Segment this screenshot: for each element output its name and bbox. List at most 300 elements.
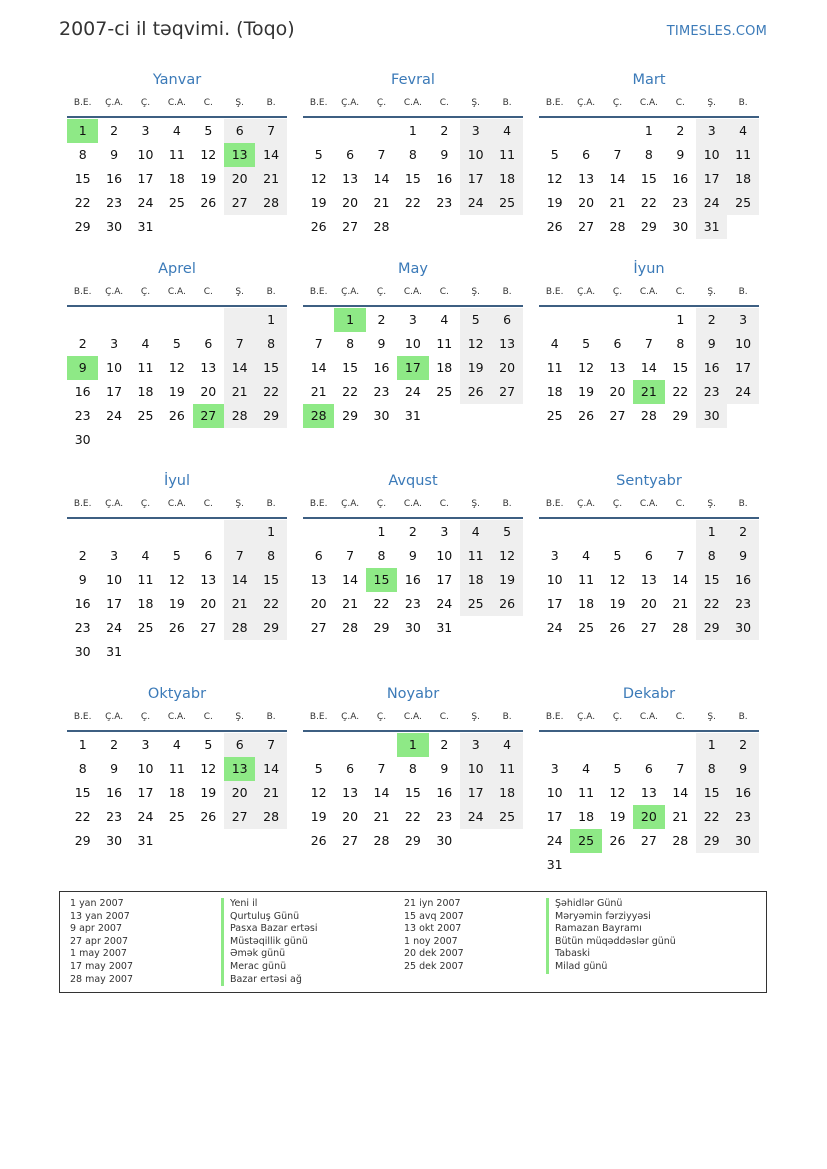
calendar-day: 22	[74, 195, 91, 210]
calendar-day: 1	[377, 524, 386, 539]
header-rule	[67, 305, 287, 307]
calendar-day: 18	[578, 809, 595, 824]
calendar-day: 5	[172, 548, 181, 563]
header-rule	[539, 116, 759, 118]
calendar-day: 30	[436, 833, 453, 848]
calendar-day: 28	[342, 620, 359, 635]
weekday-label: B.	[266, 499, 276, 509]
calendar-day: 26	[609, 620, 626, 635]
calendar-day: 5	[613, 548, 622, 563]
calendar-day: 3	[550, 761, 559, 776]
calendar-day: 19	[168, 384, 185, 399]
calendar-day: 25	[168, 195, 185, 210]
holiday-day: 20	[633, 805, 664, 829]
calendar-day: 24	[404, 384, 421, 399]
calendar-day: 4	[727, 119, 758, 143]
weekday-label: Ç.A.	[577, 499, 596, 509]
calendar-day: 9	[110, 147, 119, 162]
weekday-label: C.A.	[403, 499, 422, 509]
calendar-day: 10	[546, 572, 563, 587]
weekday-label: C.	[203, 287, 213, 297]
calendar-day: 29	[696, 616, 727, 640]
calendar-day: 16	[727, 781, 758, 805]
calendar-day: 8	[408, 761, 417, 776]
calendar-day: 11	[491, 143, 522, 167]
weekday-label: Ç.A.	[577, 98, 596, 108]
weekday-label: C.A.	[167, 499, 186, 509]
calendar-day: 13	[342, 171, 359, 186]
calendar-day: 29	[404, 833, 421, 848]
calendar-day: 15	[74, 171, 91, 186]
calendar-day: 26	[578, 408, 595, 423]
calendar-day: 3	[460, 733, 491, 757]
calendar-day: 4	[141, 548, 150, 563]
calendar-day: 1	[78, 737, 87, 752]
site-brand-link[interactable]: TIMESLES.COM	[666, 24, 767, 39]
legend-entry: 9 apr 2007	[70, 923, 123, 935]
weekday-label: Ç.A.	[577, 712, 596, 722]
calendar-day: 22	[255, 380, 286, 404]
weekday-label: C.A.	[639, 98, 658, 108]
calendar-day: 2	[440, 737, 449, 752]
calendar-day: 27	[200, 620, 217, 635]
calendar-day: 7	[676, 548, 685, 563]
calendar-day: 14	[640, 360, 657, 375]
holiday-day: 17	[397, 356, 428, 380]
calendar-day: 20	[200, 596, 217, 611]
calendar-day: 17	[137, 785, 154, 800]
calendar-day: 10	[106, 572, 123, 587]
calendar-day: 7	[377, 761, 386, 776]
calendar-day: 28	[224, 616, 255, 640]
month-name: May	[398, 261, 428, 277]
weekday-label: C.	[439, 499, 449, 509]
weekday-label: C.A.	[167, 98, 186, 108]
calendar-day: 9	[110, 761, 119, 776]
calendar-day: 4	[491, 733, 522, 757]
calendar-day: 23	[74, 408, 91, 423]
calendar-day: 2	[110, 737, 119, 752]
calendar-day: 1	[255, 308, 286, 332]
calendar-day: 18	[460, 568, 491, 592]
weekday-label: B.	[502, 499, 512, 509]
calendar-day: 21	[224, 592, 255, 616]
legend-entry: Əmək günü	[221, 948, 318, 961]
calendar-day: 9	[440, 761, 449, 776]
legend-entry: 21 iyn 2007	[404, 898, 461, 909]
legend-entry: Bütün müqəddəslər günü	[546, 936, 676, 949]
header-rule	[67, 517, 287, 519]
calendar-day: 18	[137, 596, 154, 611]
calendar-day: 2	[727, 520, 758, 544]
calendar-day: 17	[727, 356, 758, 380]
calendar-day: 29	[672, 408, 689, 423]
calendar-day: 6	[644, 548, 653, 563]
calendar-day: 30	[74, 644, 91, 659]
weekday-label: B.	[738, 98, 748, 108]
calendar-day: 26	[460, 380, 491, 404]
calendar-day: 23	[404, 596, 421, 611]
calendar-day: 30	[672, 219, 689, 234]
calendar-day: 18	[727, 167, 758, 191]
calendar-day: 6	[224, 733, 255, 757]
month-name: İyun	[633, 261, 665, 277]
calendar-day: 17	[106, 596, 123, 611]
calendar-day: 13	[200, 572, 217, 587]
calendar-day: 15	[255, 356, 286, 380]
calendar-day: 31	[404, 408, 421, 423]
weekday-label: C.	[675, 287, 685, 297]
month-name: Sentyabr	[616, 473, 682, 489]
legend-names-col-2	[546, 898, 676, 974]
calendar-day: 7	[377, 147, 386, 162]
calendar-day: 28	[255, 805, 286, 829]
calendar-day: 21	[373, 195, 390, 210]
calendar-day: 21	[672, 596, 689, 611]
calendar-day: 22	[342, 384, 359, 399]
calendar-day: 5	[204, 123, 213, 138]
calendar-day: 24	[546, 833, 563, 848]
calendar-day: 21	[255, 167, 286, 191]
calendar-day: 24	[106, 620, 123, 635]
calendar-day: 12	[310, 171, 327, 186]
calendar-day: 25	[137, 408, 154, 423]
weekday-label: Ş.	[235, 98, 244, 108]
calendar-day: 15	[404, 171, 421, 186]
calendar-day: 20	[224, 781, 255, 805]
calendar-day: 13	[310, 572, 327, 587]
calendar-day: 4	[440, 312, 449, 327]
legend-dates-col-1	[70, 898, 133, 986]
calendar-day: 26	[310, 833, 327, 848]
calendar-day: 24	[137, 809, 154, 824]
calendar-day: 17	[460, 781, 491, 805]
calendar-day: 27	[578, 219, 595, 234]
calendar-day: 14	[310, 360, 327, 375]
weekday-label: B.	[502, 287, 512, 297]
calendar-day: 1	[644, 123, 653, 138]
weekday-label: Ş.	[471, 499, 480, 509]
calendar-day: 19	[168, 596, 185, 611]
holiday-day: 15	[366, 568, 397, 592]
holiday-day: 25	[570, 829, 601, 853]
calendar-day: 9	[408, 548, 417, 563]
holiday-day: 1	[67, 119, 98, 143]
calendar-day: 1	[255, 520, 286, 544]
calendar-day: 24	[106, 408, 123, 423]
calendar-day: 24	[727, 380, 758, 404]
weekday-label: C.	[203, 712, 213, 722]
holiday-day: 13	[224, 143, 255, 167]
calendar-day: 3	[460, 119, 491, 143]
weekend-shade	[224, 308, 255, 332]
calendar-day: 6	[491, 308, 522, 332]
holiday-legend	[59, 891, 767, 993]
legend-entry: Bazar ertəsi ağ	[221, 974, 318, 987]
legend-entry: Şəhidlər Günü	[546, 898, 676, 911]
calendar-day: 17	[137, 171, 154, 186]
legend-entry: 13 yan 2007	[70, 910, 130, 922]
calendar-day: 30	[74, 432, 91, 447]
weekday-label: Ç.	[612, 499, 623, 509]
weekday-label: B.E.	[309, 98, 328, 108]
calendar-day: 5	[460, 308, 491, 332]
calendar-day: 21	[373, 809, 390, 824]
calendar-day: 4	[582, 761, 591, 776]
calendar-day: 7	[314, 336, 323, 351]
calendar-day: 26	[609, 833, 626, 848]
calendar-day: 23	[727, 592, 758, 616]
weekday-label: C.A.	[639, 499, 658, 509]
calendar-day: 13	[640, 785, 657, 800]
calendar-day: 14	[373, 171, 390, 186]
calendar-day: 9	[377, 336, 386, 351]
header-rule	[539, 305, 759, 307]
calendar-day: 30	[727, 829, 758, 853]
calendar-day: 13	[578, 171, 595, 186]
calendar-day: 14	[342, 572, 359, 587]
calendar-day: 25	[578, 620, 595, 635]
weekday-label: B.	[738, 499, 748, 509]
calendar-day: 24	[696, 191, 727, 215]
calendar-day: 18	[137, 384, 154, 399]
calendar-day: 21	[310, 384, 327, 399]
calendar-day: 8	[78, 761, 87, 776]
calendar-day: 14	[672, 572, 689, 587]
calendar-day: 31	[696, 215, 727, 239]
holiday-day: 28	[303, 404, 334, 428]
calendar-day: 24	[460, 805, 491, 829]
calendar-day: 5	[204, 737, 213, 752]
calendar-day: 29	[696, 829, 727, 853]
legend-entry: 20 dek 2007	[404, 948, 464, 960]
legend-entry: Milad günü	[546, 961, 676, 974]
calendar-day: 19	[460, 356, 491, 380]
calendar-day: 25	[137, 620, 154, 635]
weekday-label: C.	[675, 712, 685, 722]
calendar-day: 15	[404, 785, 421, 800]
weekday-label: Ş.	[235, 287, 244, 297]
legend-entry: Qurtuluş Günü	[221, 911, 318, 924]
calendar-day: 28	[640, 408, 657, 423]
calendar-day: 26	[546, 219, 563, 234]
calendar-day: 16	[74, 384, 91, 399]
calendar-day: 3	[110, 336, 119, 351]
header-rule	[67, 116, 287, 118]
calendar-day: 10	[696, 143, 727, 167]
calendar-day: 20	[200, 384, 217, 399]
calendar-day: 31	[106, 644, 123, 659]
month-name: Dekabr	[622, 686, 676, 702]
weekday-label: Ş.	[707, 712, 716, 722]
calendar-day: 25	[436, 384, 453, 399]
weekday-label: Ş.	[707, 98, 716, 108]
calendar-day: 29	[255, 404, 286, 428]
calendar-day: 24	[546, 620, 563, 635]
calendar-day: 22	[404, 195, 421, 210]
calendar-day: 9	[440, 147, 449, 162]
weekday-label: B.E.	[545, 499, 564, 509]
calendar-day: 11	[137, 572, 154, 587]
calendar-day: 8	[696, 757, 727, 781]
calendar-day: 19	[491, 568, 522, 592]
weekday-label: C.	[439, 98, 449, 108]
calendar-day: 4	[550, 336, 559, 351]
calendar-day: 19	[200, 785, 217, 800]
calendar-day: 2	[377, 312, 386, 327]
weekday-label: Ç.A.	[341, 98, 360, 108]
weekend-shade	[224, 520, 255, 544]
calendar-day: 24	[137, 195, 154, 210]
calendar-day: 20	[609, 384, 626, 399]
calendar-day: 29	[255, 616, 286, 640]
calendar-day: 22	[696, 592, 727, 616]
calendar-day: 23	[74, 620, 91, 635]
calendar-day: 29	[342, 408, 359, 423]
weekday-label: Ş.	[235, 499, 244, 509]
calendar-day: 27	[342, 833, 359, 848]
calendar-day: 14	[255, 757, 286, 781]
calendar-day: 13	[609, 360, 626, 375]
calendar-day: 3	[141, 123, 150, 138]
calendar-day: 15	[696, 568, 727, 592]
weekday-label: C.	[203, 98, 213, 108]
calendar-day: 12	[168, 572, 185, 587]
weekday-label: B.E.	[73, 287, 92, 297]
calendar-day: 18	[546, 384, 563, 399]
month-name: Avqust	[388, 473, 438, 489]
calendar-day: 30	[106, 219, 123, 234]
month-name: Fevral	[391, 72, 435, 88]
header-rule	[303, 116, 523, 118]
calendar-day: 10	[460, 757, 491, 781]
weekday-label: B.	[266, 287, 276, 297]
calendar-day: 23	[106, 195, 123, 210]
weekday-label: Ç.	[612, 98, 623, 108]
calendar-day: 19	[310, 195, 327, 210]
calendar-day: 16	[727, 568, 758, 592]
calendar-day: 3	[696, 119, 727, 143]
weekday-label: B.	[502, 98, 512, 108]
calendar-day: 27	[609, 408, 626, 423]
calendar-day: 5	[172, 336, 181, 351]
weekday-label: Ş.	[707, 499, 716, 509]
calendar-day: 30	[106, 833, 123, 848]
month-name: Mart	[632, 72, 666, 88]
calendar-day: 5	[550, 147, 559, 162]
calendar-day: 16	[696, 356, 727, 380]
weekday-label: B.	[738, 287, 748, 297]
calendar-day: 10	[106, 360, 123, 375]
calendar-day: 16	[106, 171, 123, 186]
calendar-day: 25	[491, 805, 522, 829]
calendar-day: 25	[491, 191, 522, 215]
calendar-day: 11	[546, 360, 563, 375]
calendar-day: 27	[224, 191, 255, 215]
calendar-day: 30	[404, 620, 421, 635]
calendar-day: 10	[546, 785, 563, 800]
calendar-day: 14	[672, 785, 689, 800]
weekday-label: C.	[203, 499, 213, 509]
calendar-day: 6	[582, 147, 591, 162]
holiday-day: 1	[397, 733, 428, 757]
legend-entry: Yeni il	[221, 898, 318, 911]
calendar-day: 21	[672, 809, 689, 824]
calendar-day: 25	[546, 408, 563, 423]
calendar-day: 12	[546, 171, 563, 186]
legend-entry: 25 dek 2007	[404, 960, 464, 972]
calendar-day: 27	[224, 805, 255, 829]
calendar-day: 14	[224, 568, 255, 592]
calendar-day: 17	[436, 572, 453, 587]
calendar-day: 12	[578, 360, 595, 375]
calendar-day: 2	[78, 548, 87, 563]
calendar-day: 15	[255, 568, 286, 592]
legend-names-col-1	[221, 898, 318, 986]
page-title: 2007-ci il təqvimi. (Toqo)	[59, 18, 295, 40]
calendar-day: 20	[640, 596, 657, 611]
month-name: Aprel	[158, 261, 196, 277]
calendar-day: 26	[168, 408, 185, 423]
calendar-day: 19	[609, 596, 626, 611]
calendar-day: 2	[676, 123, 685, 138]
calendar-day: 30	[696, 404, 727, 428]
legend-dates-col-2	[404, 898, 464, 974]
calendar-day: 4	[172, 737, 181, 752]
weekday-label: B.E.	[545, 287, 564, 297]
holiday-day: 21	[633, 380, 664, 404]
legend-entry: Məryəmin fərziyyəsi	[546, 911, 676, 924]
calendar-day: 7	[224, 332, 255, 356]
calendar-day: 20	[342, 809, 359, 824]
calendar-day: 1	[696, 733, 727, 757]
calendar-day: 15	[672, 360, 689, 375]
month-name: Oktyabr	[147, 686, 207, 702]
weekday-label: B.E.	[545, 712, 564, 722]
calendar-day: 22	[373, 596, 390, 611]
calendar-day: 28	[609, 219, 626, 234]
calendar-day: 5	[314, 761, 323, 776]
calendar-day: 8	[255, 544, 286, 568]
calendar-day: 29	[640, 219, 657, 234]
calendar-day: 22	[255, 592, 286, 616]
weekday-label: C.A.	[403, 287, 422, 297]
weekday-label: Ş.	[471, 287, 480, 297]
calendar-day: 11	[460, 544, 491, 568]
legend-entry: 13 okt 2007	[404, 923, 462, 935]
weekday-label: C.	[439, 712, 449, 722]
calendar-day: 20	[224, 167, 255, 191]
calendar-day: 29	[74, 219, 91, 234]
header-rule	[303, 730, 523, 732]
weekday-label: C.A.	[639, 712, 658, 722]
calendar-day: 22	[640, 195, 657, 210]
calendar-day: 8	[377, 548, 386, 563]
calendar-day: 12	[168, 360, 185, 375]
weekday-label: Ç.A.	[341, 499, 360, 509]
calendar-day: 21	[224, 380, 255, 404]
calendar-day: 30	[727, 616, 758, 640]
calendar-day: 12	[310, 785, 327, 800]
calendar-day: 27	[310, 620, 327, 635]
calendar-day: 4	[491, 119, 522, 143]
calendar-day: 28	[224, 404, 255, 428]
calendar-day: 25	[460, 592, 491, 616]
calendar-day: 11	[168, 761, 185, 776]
calendar-day: 15	[696, 781, 727, 805]
calendar-day: 17	[546, 596, 563, 611]
calendar-day: 9	[78, 572, 87, 587]
